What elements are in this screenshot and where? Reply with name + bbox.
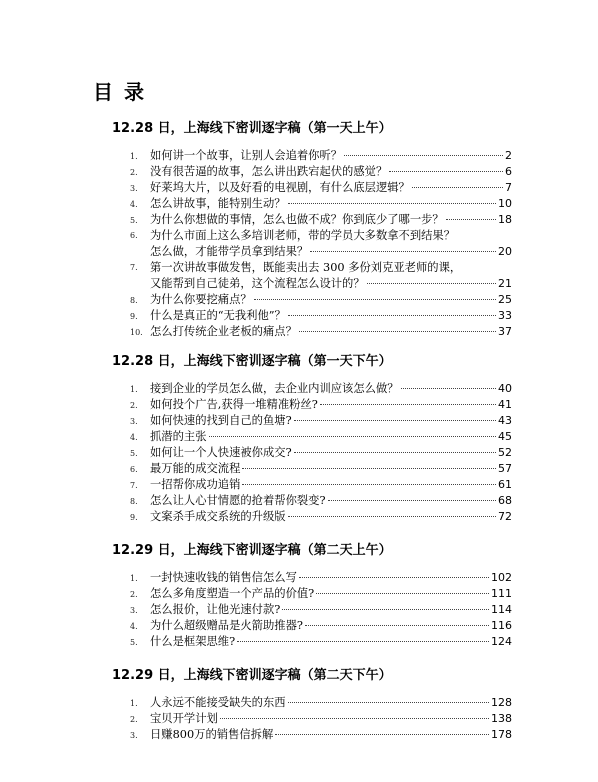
toc-entry[interactable] bbox=[112, 695, 512, 711]
toc-entry[interactable] bbox=[112, 292, 512, 308]
entry-number: 6. bbox=[130, 465, 138, 474]
entry-number: 8. bbox=[130, 497, 138, 506]
toc-entry[interactable] bbox=[112, 477, 512, 493]
toc-entry[interactable] bbox=[112, 180, 512, 196]
entry-title: 又能帮到自己徒弟，这个流程怎么设计的？ bbox=[150, 277, 365, 290]
entry-number: 6. bbox=[130, 231, 138, 240]
entry-number: 5. bbox=[130, 449, 138, 458]
dot-leader bbox=[254, 299, 496, 300]
entry-title: 怎么多角度塑造一个产品的价值? bbox=[150, 587, 315, 600]
section-title: 12.28 日，上海线下密训逐字稿（第一天上午） bbox=[112, 121, 392, 136]
entry-title: 怎么让人心甘情愿的抢着帮你裂变? bbox=[150, 494, 326, 507]
entry-number: 4. bbox=[130, 622, 138, 631]
entry-number: 10. bbox=[130, 328, 143, 337]
entry-title: 如何让一个人快速被你成交? bbox=[150, 446, 292, 459]
toc-entry[interactable] bbox=[112, 397, 512, 413]
toc-entry[interactable] bbox=[112, 148, 512, 164]
dot-leader bbox=[446, 219, 496, 220]
entry-page-number: 41 bbox=[498, 398, 512, 411]
entry-page-number: 6 bbox=[505, 165, 512, 178]
entry-page-number: 68 bbox=[498, 494, 512, 507]
dot-leader bbox=[242, 468, 496, 469]
entry-page-number: 2 bbox=[505, 149, 512, 162]
toc-entry[interactable] bbox=[112, 324, 512, 340]
entry-page-number: 128 bbox=[491, 696, 512, 709]
entry-page-number: 18 bbox=[498, 213, 512, 226]
entry-title: 如何投个广告,获得一堆精准粉丝? bbox=[150, 398, 318, 411]
entry-page-number: 21 bbox=[498, 277, 512, 290]
toc-section bbox=[112, 665, 512, 743]
entry-number: 1. bbox=[130, 574, 138, 583]
entry-number: 2. bbox=[130, 168, 138, 177]
entry-title: 宝贝开学计划 bbox=[150, 712, 218, 725]
entry-title: 为什么超级赠品是火箭助推器? bbox=[150, 619, 303, 632]
toc-entry[interactable] bbox=[112, 727, 512, 743]
dot-leader bbox=[242, 484, 496, 485]
entry-number: 5. bbox=[130, 216, 138, 225]
entry-title: 日赚800万的销售信拆解 bbox=[150, 728, 274, 741]
entry-number: 7. bbox=[130, 263, 138, 272]
entry-page-number: 138 bbox=[491, 712, 512, 725]
entry-number: 3. bbox=[130, 417, 138, 426]
toc-section bbox=[112, 118, 512, 340]
entry-title: 怎么报价，让他光速付款? bbox=[150, 603, 281, 616]
toc-entry[interactable] bbox=[112, 570, 512, 586]
dot-leader bbox=[389, 171, 503, 172]
entry-page-number: 40 bbox=[498, 382, 512, 395]
toc-entry[interactable] bbox=[112, 586, 512, 602]
dot-leader bbox=[282, 609, 489, 610]
entry-page-number: 10 bbox=[498, 197, 512, 210]
entry-number: 3. bbox=[130, 731, 138, 740]
entry-number: 1. bbox=[130, 385, 138, 394]
entry-number: 4. bbox=[130, 433, 138, 442]
dot-leader bbox=[209, 436, 497, 437]
toc-entry[interactable] bbox=[112, 461, 512, 477]
toc-entry[interactable] bbox=[112, 634, 512, 650]
entry-number: 3. bbox=[130, 184, 138, 193]
dot-leader bbox=[401, 388, 496, 389]
entry-page-number: 116 bbox=[491, 619, 512, 632]
toc-section bbox=[112, 540, 512, 650]
dot-leader bbox=[294, 452, 496, 453]
entry-title: 什么是框架思维? bbox=[150, 635, 236, 648]
dot-leader bbox=[299, 577, 489, 578]
toc-entry[interactable] bbox=[112, 618, 512, 634]
document-title: 目 录 bbox=[93, 80, 146, 104]
entry-title: 怎么做，才能带学员拿到结果？ bbox=[150, 245, 309, 258]
toc-entry[interactable] bbox=[112, 429, 512, 445]
entry-title: 如何快速的找到自己的鱼塘? bbox=[150, 414, 292, 427]
toc-entry[interactable] bbox=[112, 509, 512, 525]
toc-entry[interactable] bbox=[112, 711, 512, 727]
dot-leader bbox=[288, 702, 489, 703]
entry-number: 3. bbox=[130, 606, 138, 615]
entry-number: 9. bbox=[130, 312, 138, 321]
entry-title: 最万能的成交流程 bbox=[150, 462, 241, 475]
dot-leader bbox=[316, 593, 489, 594]
entry-title: 如何讲一个故事，让别人会追着你听？ bbox=[150, 149, 343, 162]
section-title: 12.29 日，上海线下密训逐字稿（第二天上午） bbox=[112, 543, 392, 558]
toc-entry[interactable] bbox=[112, 164, 512, 180]
dot-leader bbox=[367, 283, 496, 284]
entry-page-number: 45 bbox=[498, 430, 512, 443]
toc-entry[interactable] bbox=[112, 413, 512, 429]
entry-number: 2. bbox=[130, 590, 138, 599]
entry-title: 人永远不能接受缺失的东西 bbox=[150, 696, 286, 709]
entry-title: 一招帮你成功追销 bbox=[150, 478, 241, 491]
entry-number: 5. bbox=[130, 638, 138, 647]
dot-leader bbox=[288, 516, 496, 517]
dot-leader bbox=[310, 251, 496, 252]
entry-number: 9. bbox=[130, 513, 138, 522]
entry-page-number: 57 bbox=[498, 462, 512, 475]
toc-entry[interactable] bbox=[112, 493, 512, 509]
entry-page-number: 37 bbox=[498, 325, 512, 338]
entry-title: 什么是真正的“无我利他”？ bbox=[150, 309, 286, 322]
entry-title: 文案杀手成交系统的升级版 bbox=[150, 510, 286, 523]
entry-number: 2. bbox=[130, 715, 138, 724]
toc-section bbox=[112, 351, 512, 525]
entry-title: 没有很苦逼的故事，怎么讲出跌宕起伏的感觉？ bbox=[150, 165, 388, 178]
entry-number: 7. bbox=[130, 481, 138, 490]
entry-number: 1. bbox=[130, 699, 138, 708]
entry-title: 一封快速收钱的销售信怎么写 bbox=[150, 571, 297, 584]
dot-leader bbox=[288, 203, 496, 204]
entry-title: 抓潜的主张 bbox=[150, 430, 207, 443]
dot-leader bbox=[294, 420, 496, 421]
toc-entry[interactable] bbox=[112, 196, 512, 212]
toc-entry[interactable] bbox=[112, 602, 512, 618]
entry-page-number: 7 bbox=[505, 181, 512, 194]
entry-title: 为什么你想做的事情，怎么也做不成？你到底少了哪一步？ bbox=[150, 213, 444, 226]
entry-page-number: 52 bbox=[498, 446, 512, 459]
toc-entry[interactable] bbox=[112, 308, 512, 324]
dot-leader bbox=[344, 155, 503, 156]
toc-entry[interactable] bbox=[112, 260, 512, 292]
section-title: 12.29 日，上海线下密训逐字稿（第二天下午） bbox=[112, 668, 392, 683]
entry-page-number: 33 bbox=[498, 309, 512, 322]
entry-number: 4. bbox=[130, 200, 138, 209]
entry-page-number: 25 bbox=[498, 293, 512, 306]
entry-title: 为什么你要挖痛点？ bbox=[150, 293, 252, 306]
toc-entry[interactable] bbox=[112, 445, 512, 461]
entry-title: 接到企业的学员怎么做，去企业内训应该怎么做？ bbox=[150, 382, 399, 395]
entry-number: 2. bbox=[130, 401, 138, 410]
entry-title: 为什么市面上这么多培训老师，带的学员大多数拿不到结果？ bbox=[150, 229, 456, 242]
entry-title: 怎么打传统企业老板的痛点？ bbox=[150, 325, 297, 338]
dot-leader bbox=[237, 641, 489, 642]
dot-leader bbox=[328, 500, 496, 501]
entry-page-number: 43 bbox=[498, 414, 512, 427]
entry-title: 第一次讲故事做发售，既能卖出去 300 多份刘克亚老师的课， bbox=[150, 261, 462, 274]
entry-number: 1. bbox=[130, 152, 138, 161]
dot-leader bbox=[220, 718, 489, 719]
entry-page-number: 20 bbox=[498, 245, 512, 258]
section-title: 12.28 日，上海线下密训逐字稿（第一天下午） bbox=[112, 354, 392, 369]
entry-page-number: 178 bbox=[491, 728, 512, 741]
entry-page-number: 72 bbox=[498, 510, 512, 523]
entry-number: 8. bbox=[130, 296, 138, 305]
entry-title: 好莱坞大片，以及好看的电视剧，有什么底层逻辑？ bbox=[150, 181, 410, 194]
entry-page-number: 111 bbox=[491, 587, 512, 600]
toc-entry[interactable] bbox=[112, 212, 512, 228]
dot-leader bbox=[320, 404, 496, 405]
entry-title: 怎么讲故事，能特别生动？ bbox=[150, 197, 286, 210]
dot-leader bbox=[275, 734, 489, 735]
entry-page-number: 102 bbox=[491, 571, 512, 584]
dot-leader bbox=[299, 331, 496, 332]
dot-leader bbox=[288, 315, 496, 316]
entry-page-number: 61 bbox=[498, 478, 512, 491]
entry-page-number: 124 bbox=[491, 635, 512, 648]
dot-leader bbox=[412, 187, 503, 188]
dot-leader bbox=[305, 625, 489, 626]
entry-page-number: 114 bbox=[491, 603, 512, 616]
toc-entry[interactable] bbox=[112, 381, 512, 397]
toc-entry[interactable] bbox=[112, 228, 512, 260]
